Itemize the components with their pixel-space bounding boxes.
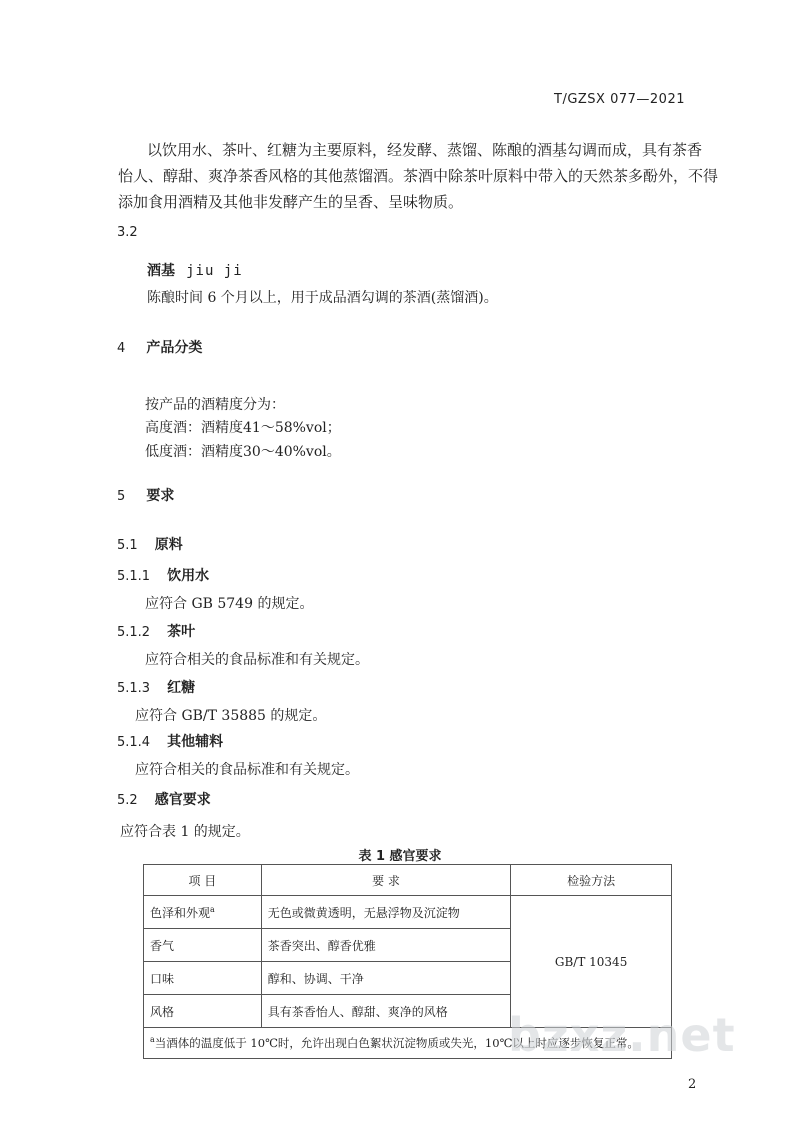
section-5-1-3-text: 应符合 GB/T 35885 的规定。 bbox=[135, 708, 327, 724]
classification-intro: 按产品的酒精度分为： bbox=[145, 397, 285, 413]
section-5-1-2-title: 茶叶 bbox=[167, 624, 196, 640]
classification-low: 低度酒：酒精度30～40%vol。 bbox=[145, 444, 341, 460]
section-5-1-1-heading bbox=[117, 565, 209, 585]
section-5-1-3-title: 红糖 bbox=[167, 680, 196, 696]
row-item bbox=[144, 896, 262, 929]
page-number: 2 bbox=[688, 1077, 697, 1092]
section-5-2-number: 5.2 bbox=[117, 793, 138, 808]
section-5-2-text: 应符合表 1 的规定。 bbox=[120, 824, 250, 840]
section-5-1-1-number: 5.1.1 bbox=[117, 569, 151, 584]
section-5-1-heading bbox=[117, 534, 183, 554]
section-5-number: 5 bbox=[117, 489, 126, 504]
section-4-title: 产品分类 bbox=[146, 340, 203, 356]
section-4-number: 4 bbox=[117, 341, 126, 356]
table-row bbox=[144, 896, 672, 929]
definition-line-2: 怡人、醇甜、爽净茶香风格的其他蒸馏酒。茶酒中除茶叶原料中带入的天然茶多酚外，不得 bbox=[118, 167, 719, 185]
section-5-1-1-title: 饮用水 bbox=[167, 568, 210, 584]
classification-high: 高度酒：酒精度41～58%vol； bbox=[145, 420, 341, 436]
definition-line-3: 添加食用酒精及其他非发酵产生的呈香、呈味物质。 bbox=[118, 193, 464, 211]
header-method: 检验方法 bbox=[511, 865, 672, 896]
term-definition: 陈酿时间 6 个月以上，用于成品酒勾调的茶酒(蒸馏酒)。 bbox=[147, 290, 498, 306]
section-5-1-4-heading bbox=[117, 731, 223, 751]
section-5-1-4-number: 5.1.4 bbox=[117, 735, 151, 750]
row-requirement: 具有茶香怡人、醇甜、爽净的风格 bbox=[261, 995, 510, 1028]
section-5-1-3-heading bbox=[117, 677, 195, 697]
row-item-footnote-mark: a bbox=[210, 904, 215, 914]
term-english: jiu ji bbox=[186, 263, 243, 279]
term-entry bbox=[147, 260, 243, 280]
section-5-1-title: 原料 bbox=[154, 537, 183, 553]
row-requirement: 醇和、协调、干净 bbox=[261, 962, 510, 995]
section-5-1-4-text: 应符合相关的食品标准和有关规定。 bbox=[135, 762, 359, 778]
definition-line-1: 以饮用水、茶叶、红糖为主要原料，经发酵、蒸馏、陈酿的酒基勾调而成，具有茶香 bbox=[147, 141, 703, 159]
table-header-row bbox=[144, 865, 672, 896]
section-5-2-heading bbox=[117, 789, 211, 809]
section-5-1-2-text: 应符合相关的食品标准和有关规定。 bbox=[145, 652, 369, 668]
footnote-mark: a bbox=[150, 1035, 155, 1045]
section-4-heading bbox=[117, 337, 202, 357]
watermark: bzxz.net bbox=[508, 1008, 736, 1062]
row-item: 口味 bbox=[144, 962, 262, 995]
section-5-1-4-title: 其他辅料 bbox=[167, 734, 224, 750]
section-5-heading bbox=[117, 485, 174, 505]
row-item: 香气 bbox=[144, 929, 262, 962]
row-item: 风格 bbox=[144, 995, 262, 1028]
row-item-label: 色泽和外观 bbox=[150, 905, 211, 920]
header-item: 项 目 bbox=[144, 865, 262, 896]
section-5-title: 要求 bbox=[146, 488, 175, 504]
header-requirement: 要 求 bbox=[261, 865, 510, 896]
term-chinese: 酒基 bbox=[147, 263, 175, 279]
section-5-1-3-number: 5.1.3 bbox=[117, 681, 151, 696]
row-requirement: 无色或微黄透明，无悬浮物及沉淀物 bbox=[261, 896, 510, 929]
section-5-2-title: 感官要求 bbox=[154, 792, 211, 808]
row-requirement: 茶香突出、醇香优雅 bbox=[261, 929, 510, 962]
section-5-1-2-heading bbox=[117, 621, 195, 641]
section-5-1-1-text: 应符合 GB 5749 的规定。 bbox=[145, 596, 314, 612]
test-method-cell: GB/T 10345 bbox=[511, 896, 672, 1028]
doc-id-header: T/GZSX 077—2021 bbox=[554, 92, 685, 107]
section-5-1-2-number: 5.1.2 bbox=[117, 625, 151, 640]
section-3-2-number: 3.2 bbox=[117, 225, 138, 240]
footnote-text: 当酒体的温度低于 10℃时，允许出现白色絮状沉淀物质或失光，10℃以上时应逐步恢复正常。 bbox=[154, 1036, 639, 1050]
table-caption: 表 1 感官要求 bbox=[358, 849, 442, 864]
section-5-1-number: 5.1 bbox=[117, 538, 138, 553]
